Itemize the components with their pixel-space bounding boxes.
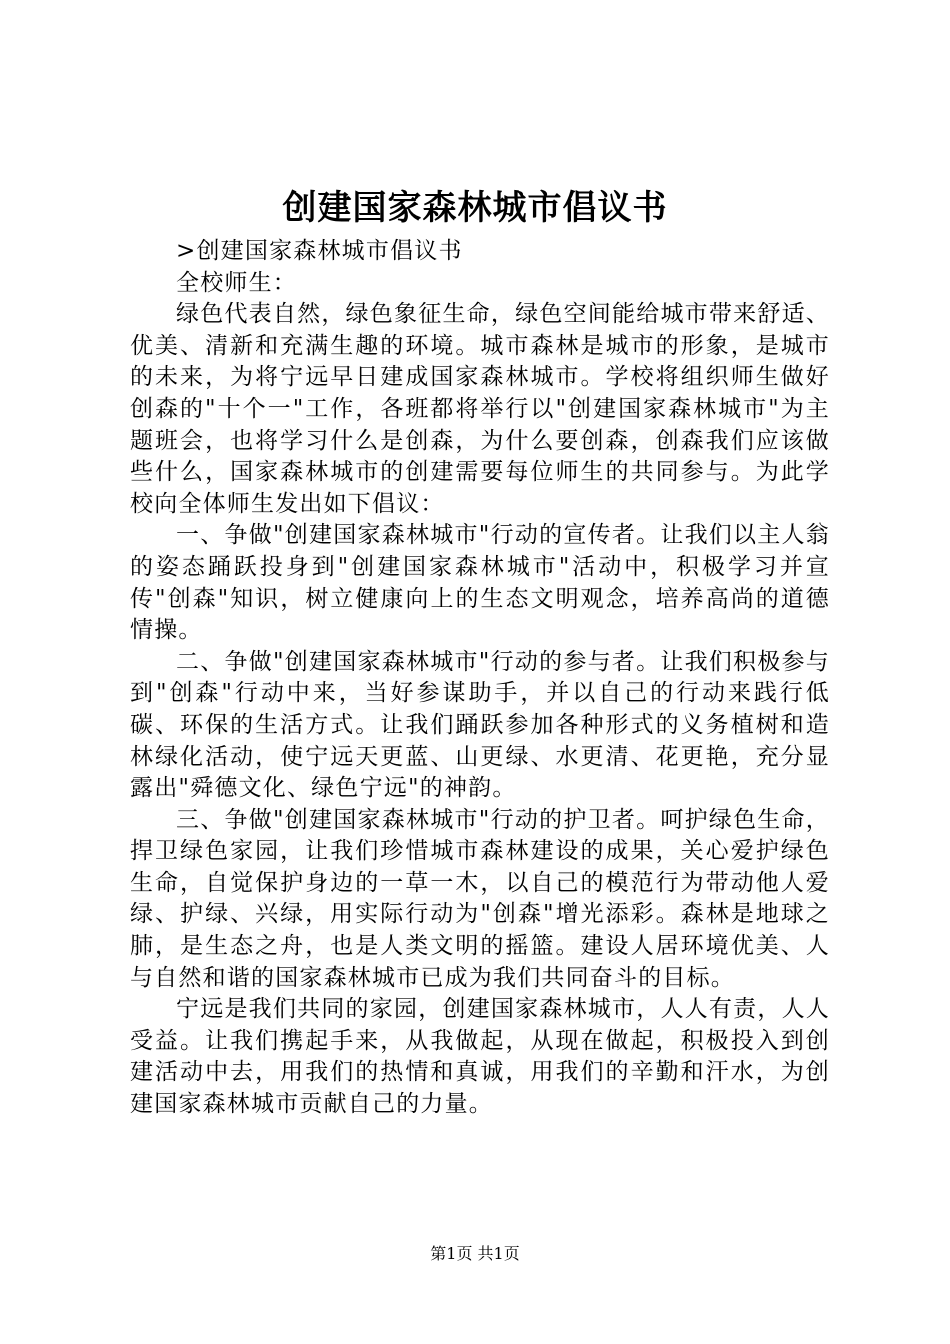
salutation: 全校师生： — [176, 269, 297, 296]
subtitle-line: >创建国家森林城市倡议书 — [176, 238, 463, 264]
paragraph-point-1: 一、争做"创建国家森林城市"行动的宣传者。让我们以主人翁的姿态踊跃投身到"创建国家森林城市"活动中，积极学习并宣传"创森"知识，树立健康向上的生态文明观念，培养高尚的道德情操。 — [130, 522, 830, 644]
paragraph-intro: 绿色代表自然，绿色象征生命，绿色空间能给城市带来舒适、优美、清新和充满生趣的环境。城市森林是城市的形象，是城市的未来，为将宁远早日建成国家森林城市。学校将组织师生做好创森的"十个一"工作，各班都将举行以"创建国家森林城市"为主题班会，也将学习什么是创森，为什么要创森，创森我们应该做些什么，国家森林城市的创建需要每位师生的共同参与。为此学校向全体师生发出如下倡议： — [130, 301, 830, 517]
paragraph-point-2: 二、争做"创建国家森林城市"行动的参与者。让我们积极参与到"创森"行动中来，当好参谋助手，并以自己的行动来践行低碳、环保的生活方式。让我们踊跃参加各种形式的义务植树和造林绿化活动，使宁远天更蓝、山更绿、水更清、花更艳，充分显露出"舜德文化、绿色宁远"的神韵。 — [130, 648, 830, 802]
paragraph-closing: 宁远是我们共同的家园，创建国家森林城市，人人有责，人人受益。让我们携起手来，从我做起，从现在做起，积极投入到创建活动中去，用我们的热情和真诚，用我们的辛勤和汗水，为创建国家森林城市贡献自己的力量。 — [130, 996, 830, 1118]
page-footer: 第1页 共1页 — [430, 1244, 520, 1263]
page-title: 创建国家森林城市倡议书 — [282, 188, 668, 228]
paragraph-point-3: 三、争做"创建国家森林城市"行动的护卫者。呵护绿色生命，捍卫绿色家园，让我们珍惜城市森林建设的成果，关心爱护绿色生命，自觉保护身边的一草一木，以自己的模范行为带动他人爱绿、护绿、兴绿，用实际行动为"创森"增光添彩。森林是地球之肺，是生态之舟，也是人类文明的摇篮。建设人居环境优美、人与自然和谐的国家森林城市已成为我们共同奋斗的目标。 — [130, 806, 830, 991]
document-body — [130, 236, 830, 1121]
